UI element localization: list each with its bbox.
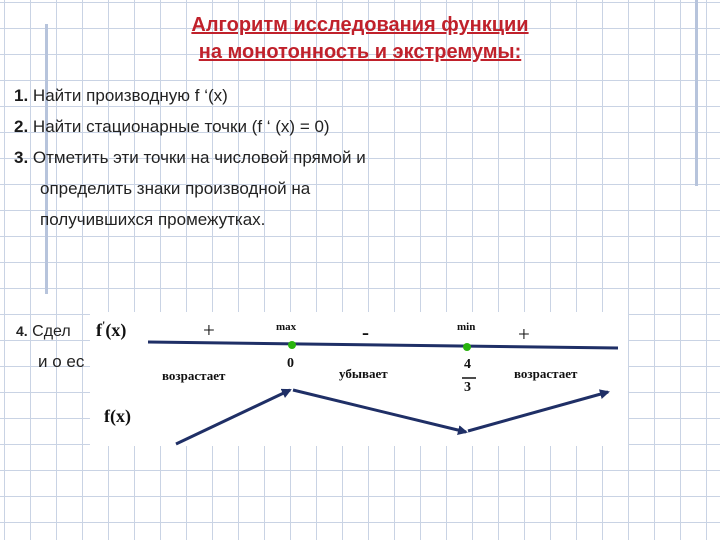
sign-plus-right: + [518, 322, 530, 346]
number-line [148, 342, 618, 348]
step-1 [14, 80, 366, 111]
sign-minus: - [362, 320, 369, 344]
point-min [463, 343, 471, 351]
max-label: max [276, 321, 297, 333]
sign-plus-left: + [203, 318, 215, 342]
function-label: f(x) [104, 406, 131, 426]
step-number: 2. [14, 117, 29, 136]
step-2 [14, 111, 366, 142]
interval-label-decreasing: убывает [339, 366, 388, 381]
fraction-numerator: 4 [464, 357, 471, 372]
step-text: получившихся промежутках. [40, 210, 266, 229]
step-4-continued [38, 352, 84, 372]
step-number: 4. [16, 323, 28, 339]
interval-label-increasing-left: возрастает [162, 368, 226, 383]
fraction-denominator: 3 [464, 380, 471, 395]
steps-list [14, 80, 366, 235]
arrow-increasing-2 [468, 392, 608, 431]
title-line-1: Алгоритм исследования функции [191, 14, 529, 36]
arrow-increasing-1 [176, 390, 290, 444]
derivative-label: f'(x) [96, 318, 127, 340]
step-text: определить знаки производной на [40, 179, 311, 198]
slide-title [0, 12, 720, 66]
step-text: Найти производную f ‘(x) [32, 86, 228, 105]
step-text: Отметить эти точки на числовой прямой и [32, 148, 366, 167]
arrow-decreasing [293, 390, 466, 432]
point-max [288, 341, 296, 349]
step-text: Найти стационарные точки (f ‘ (x) = 0) [32, 117, 330, 136]
step-3-continued [14, 204, 366, 235]
step-number: 1. [14, 86, 29, 105]
step-text: и о ес [38, 352, 85, 371]
step-4 [16, 323, 71, 341]
step-3-continued [14, 173, 366, 204]
title-line-2: на монотонность и экстремумы: [198, 41, 522, 63]
point-zero-label: 0 [287, 356, 294, 371]
interval-label-increasing-right: возрастает [514, 366, 578, 381]
step-text: Сдел [32, 323, 71, 340]
sign-diagram [90, 312, 628, 446]
step-number: 3. [14, 148, 29, 167]
step-3 [14, 142, 366, 173]
min-label: min [457, 321, 476, 333]
